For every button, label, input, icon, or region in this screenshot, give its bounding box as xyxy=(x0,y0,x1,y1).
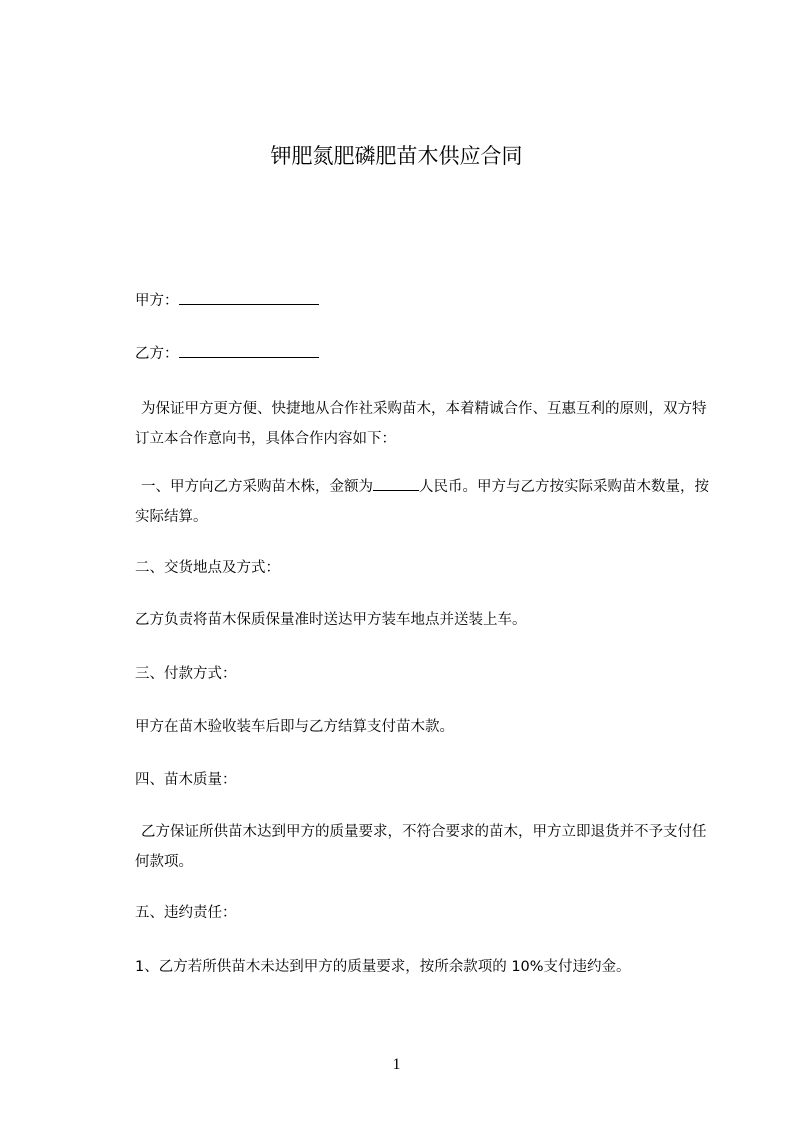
clause-3-heading: 三、付款方式： xyxy=(135,666,237,682)
clause-5-item-1: 1、乙方若所供苗木未达到甲方的质量要求，按所余款项的 10%支付违约金。 xyxy=(135,959,631,975)
clause-4-heading: 四、苗木质量： xyxy=(135,772,237,788)
clause-1-text-before: 一、甲方向乙方采购苗木株，金额为 xyxy=(141,479,373,495)
party-a-label: 甲方： xyxy=(135,293,179,309)
intro-paragraph: 为保证甲方更方便、快捷地从合作社采购苗木，本着精诚合作、互惠互利的原则，双方特订立本合作意向书，具体合作内容如下： xyxy=(135,401,707,447)
party-b-blank xyxy=(179,345,319,358)
clause-5-heading: 五、违约责任： xyxy=(135,905,237,921)
clause-1-paragraph xyxy=(135,472,715,532)
party-a-blank xyxy=(179,292,319,305)
page-number: 1 xyxy=(392,1056,401,1073)
clause-4-body: 乙方保证所供苗木达到甲方的质量要求，不符合要求的苗木，甲方立即退货并不予支付任何款项。 xyxy=(135,824,707,870)
clause-1-text-after: 人民币。甲方与乙方按实际采购苗木数量，按实际结算。 xyxy=(135,479,709,525)
clause-2-heading: 二、交货地点及方式： xyxy=(135,560,280,576)
party-a-line xyxy=(135,286,715,316)
clause-2-body: 乙方负责将苗木保质保量准时送达甲方装车地点并送装上车。 xyxy=(135,612,527,628)
party-b-line xyxy=(135,339,715,369)
party-b-label: 乙方： xyxy=(135,346,179,362)
document-title: 钾肥氮肥磷肥苗木供应合同 xyxy=(270,144,523,168)
clause-3-body: 甲方在苗木验收装车后即与乙方结算支付苗木款。 xyxy=(135,719,454,735)
amount-blank xyxy=(373,478,419,491)
